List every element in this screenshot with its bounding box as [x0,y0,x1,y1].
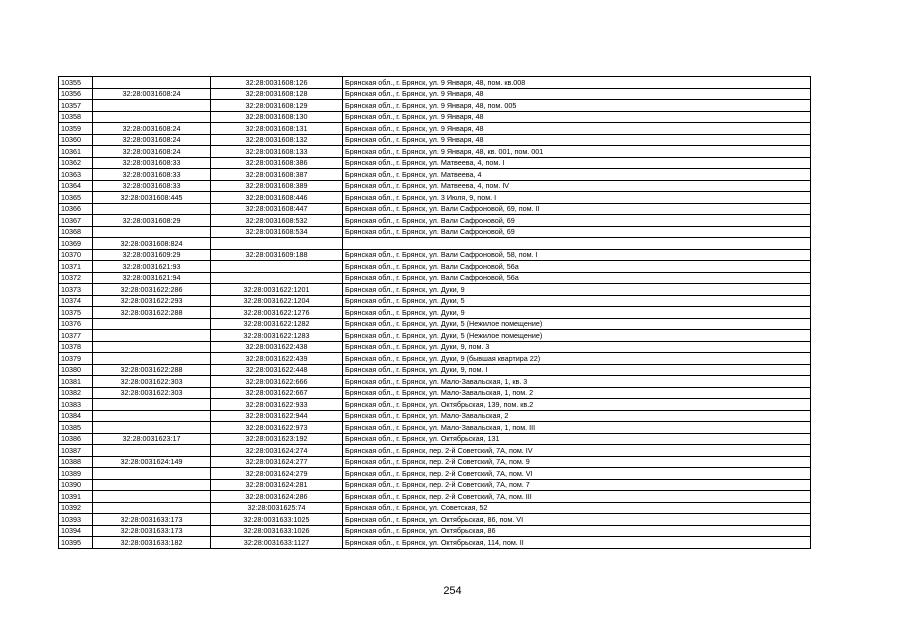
object-cadastral-number-cell: 32:28:0031622:1204 [211,295,343,307]
object-cadastral-number-cell: 32:28:0031622:667 [211,387,343,399]
row-number-cell: 10367 [59,215,93,227]
object-cadastral-number-cell: 32:28:0031622:1276 [211,307,343,319]
land-cadastral-number-cell [93,111,211,123]
address-cell: Брянская обл., г. Брянск, ул. Мало-Завальская, 1, кв. 3 [343,376,811,388]
address-cell: Брянская обл., г. Брянск, ул. Вали Сафроновой, 69 [343,226,811,238]
table-row [59,364,811,376]
object-cadastral-number-cell: 32:28:0031622:973 [211,422,343,434]
row-number-cell: 10376 [59,318,93,330]
row-number-cell: 10379 [59,353,93,365]
row-number-cell: 10375 [59,307,93,319]
object-cadastral-number-cell: 32:28:0031622:438 [211,341,343,353]
table-row [59,88,811,100]
address-cell: Брянская обл., г. Брянск, ул. Дуки, 9, пом. I [343,364,811,376]
object-cadastral-number-cell: 32:28:0031608:132 [211,134,343,146]
table-row [59,272,811,284]
table-row [59,192,811,204]
land-cadastral-number-cell: 32:28:0031622:303 [93,376,211,388]
table-row [59,502,811,514]
table-row [59,249,811,261]
table-row [59,226,811,238]
address-cell: Брянская обл., г. Брянск, ул. Октябрьская, 114, пом. II [343,537,811,549]
row-number-cell: 10358 [59,111,93,123]
land-cadastral-number-cell [93,468,211,480]
address-cell: Брянская обл., г. Брянск, ул. Октябрьская, 131 [343,433,811,445]
property-register-table [58,76,811,549]
table-row [59,261,811,273]
land-cadastral-number-cell: 32:28:0031608:824 [93,238,211,250]
row-number-cell: 10374 [59,295,93,307]
row-number-cell: 10368 [59,226,93,238]
object-cadastral-number-cell: 32:28:0031608:126 [211,77,343,89]
table-row [59,514,811,526]
land-cadastral-number-cell: 32:28:0031621:93 [93,261,211,273]
land-cadastral-number-cell: 32:28:0031608:33 [93,169,211,181]
row-number-cell: 10362 [59,157,93,169]
object-cadastral-number-cell [211,272,343,284]
object-cadastral-number-cell: 32:28:0031633:1026 [211,525,343,537]
address-cell: Брянская обл., г. Брянск, ул. Мало-Завальская, 1, пом. 2 [343,387,811,399]
table-row [59,445,811,457]
address-cell: Брянская обл., г. Брянск, ул. Матвеева, 4, пом. IV [343,180,811,192]
land-cadastral-number-cell [93,445,211,457]
table-row [59,169,811,181]
object-cadastral-number-cell: 32:28:0031622:439 [211,353,343,365]
table-row [59,215,811,227]
address-cell: Брянская обл., г. Брянск, ул. Мало-Завальская, 1, пом. III [343,422,811,434]
table-row [59,146,811,158]
object-cadastral-number-cell: 32:28:0031623:192 [211,433,343,445]
row-number-cell: 10387 [59,445,93,457]
object-cadastral-number-cell: 32:28:0031622:666 [211,376,343,388]
object-cadastral-number-cell: 32:28:0031622:1283 [211,330,343,342]
row-number-cell: 10369 [59,238,93,250]
row-number-cell: 10383 [59,399,93,411]
object-cadastral-number-cell: 32:28:0031608:534 [211,226,343,238]
row-number-cell: 10370 [59,249,93,261]
row-number-cell: 10363 [59,169,93,181]
object-cadastral-number-cell: 32:28:0031624:279 [211,468,343,480]
object-cadastral-number-cell [211,261,343,273]
object-cadastral-number-cell: 32:28:0031608:128 [211,88,343,100]
land-cadastral-number-cell: 32:28:0031633:173 [93,525,211,537]
row-number-cell: 10394 [59,525,93,537]
table-row [59,468,811,480]
row-number-cell: 10386 [59,433,93,445]
land-cadastral-number-cell: 32:28:0031608:33 [93,157,211,169]
object-cadastral-number-cell: 32:28:0031608:387 [211,169,343,181]
address-cell [343,238,811,250]
address-cell: Брянская обл., г. Брянск, пер. 2-й Советский, 7А, пом. VI [343,468,811,480]
address-cell: Брянская обл., г. Брянск, ул. Дуки, 9 [343,307,811,319]
address-cell: Брянская обл., г. Брянск, ул. Советская, 52 [343,502,811,514]
object-cadastral-number-cell: 32:28:0031624:281 [211,479,343,491]
object-cadastral-number-cell: 32:28:0031625:74 [211,502,343,514]
table-row [59,376,811,388]
table-row [59,295,811,307]
address-cell: Брянская обл., г. Брянск, ул. Дуки, 9, пом. 3 [343,341,811,353]
land-cadastral-number-cell [93,353,211,365]
address-cell: Брянская обл., г. Брянск, ул. Октябрьская, 86 [343,525,811,537]
object-cadastral-number-cell: 32:28:0031622:1201 [211,284,343,296]
address-cell: Брянская обл., г. Брянск, ул. Дуки, 9 (бывшая квартира 22) [343,353,811,365]
address-cell: Брянская обл., г. Брянск, ул. Дуки, 5 (Нежилое помещение) [343,330,811,342]
land-cadastral-number-cell: 32:28:0031621:94 [93,272,211,284]
land-cadastral-number-cell: 32:28:0031633:173 [93,514,211,526]
object-cadastral-number-cell: 32:28:0031608:133 [211,146,343,158]
object-cadastral-number-cell: 32:28:0031622:933 [211,399,343,411]
table-row [59,399,811,411]
row-number-cell: 10372 [59,272,93,284]
row-number-cell: 10357 [59,100,93,112]
land-cadastral-number-cell [93,491,211,503]
address-cell: Брянская обл., г. Брянск, ул. Октябрьская, 139, пом. кв.2 [343,399,811,411]
table-row [59,433,811,445]
land-cadastral-number-cell [93,226,211,238]
land-cadastral-number-cell: 32:28:0031624:149 [93,456,211,468]
table-row [59,203,811,215]
table-row [59,537,811,549]
land-cadastral-number-cell: 32:28:0031608:24 [93,123,211,135]
row-number-cell: 10380 [59,364,93,376]
object-cadastral-number-cell: 32:28:0031624:274 [211,445,343,457]
land-cadastral-number-cell [93,341,211,353]
address-cell: Брянская обл., г. Брянск, ул. Вали Сафроновой, 69, пом. II [343,203,811,215]
address-cell: Брянская обл., г. Брянск, пер. 2-й Советский, 7А, пом. 7 [343,479,811,491]
address-cell: Брянская обл., г. Брянск, ул. Матвеева, 4 [343,169,811,181]
land-cadastral-number-cell: 32:28:0031622:286 [93,284,211,296]
object-cadastral-number-cell: 32:28:0031608:447 [211,203,343,215]
address-cell: Брянская обл., г. Брянск, ул. Мало-Завальская, 2 [343,410,811,422]
address-cell: Брянская обл., г. Брянск, ул. 9 Января, 48 [343,134,811,146]
row-number-cell: 10381 [59,376,93,388]
land-cadastral-number-cell: 32:28:0031622:303 [93,387,211,399]
row-number-cell: 10393 [59,514,93,526]
row-number-cell: 10356 [59,88,93,100]
row-number-cell: 10377 [59,330,93,342]
object-cadastral-number-cell [211,238,343,250]
object-cadastral-number-cell: 32:28:0031633:1127 [211,537,343,549]
table-row [59,157,811,169]
row-number-cell: 10364 [59,180,93,192]
land-cadastral-number-cell [93,410,211,422]
row-number-cell: 10382 [59,387,93,399]
table-row [59,307,811,319]
row-number-cell: 10371 [59,261,93,273]
row-number-cell: 10388 [59,456,93,468]
table-row [59,353,811,365]
land-cadastral-number-cell [93,330,211,342]
object-cadastral-number-cell: 32:28:0031624:286 [211,491,343,503]
object-cadastral-number-cell: 32:28:0031609:188 [211,249,343,261]
row-number-cell: 10365 [59,192,93,204]
table-row [59,123,811,135]
address-cell: Брянская обл., г. Брянск, пер. 2-й Советский, 7А, пом. III [343,491,811,503]
land-cadastral-number-cell: 32:28:0031608:24 [93,146,211,158]
table-row [59,77,811,89]
row-number-cell: 10355 [59,77,93,89]
row-number-cell: 10391 [59,491,93,503]
address-cell: Брянская обл., г. Брянск, ул. Вали Сафроновой, 56а [343,272,811,284]
land-cadastral-number-cell: 32:28:0031608:24 [93,88,211,100]
object-cadastral-number-cell: 32:28:0031622:944 [211,410,343,422]
table-row [59,180,811,192]
address-cell: Брянская обл., г. Брянск, ул. Дуки, 5 [343,295,811,307]
table-row [59,341,811,353]
table-row [59,479,811,491]
row-number-cell: 10359 [59,123,93,135]
table-row [59,100,811,112]
table-row [59,238,811,250]
object-cadastral-number-cell: 32:28:0031608:130 [211,111,343,123]
object-cadastral-number-cell: 32:28:0031608:131 [211,123,343,135]
row-number-cell: 10392 [59,502,93,514]
land-cadastral-number-cell: 32:28:0031622:288 [93,307,211,319]
land-cadastral-number-cell: 32:28:0031609:29 [93,249,211,261]
address-cell: Брянская обл., г. Брянск, ул. Вали Сафроновой, 58, пом. I [343,249,811,261]
table-row [59,134,811,146]
address-cell: Брянская обл., г. Брянск, ул. Матвеева, 4, пом. I [343,157,811,169]
land-cadastral-number-cell: 32:28:0031633:182 [93,537,211,549]
row-number-cell: 10395 [59,537,93,549]
address-cell: Брянская обл., г. Брянск, ул. Дуки, 5 (Нежилое помещение) [343,318,811,330]
address-cell: Брянская обл., г. Брянск, ул. Вали Сафроновой, 69 [343,215,811,227]
address-cell: Брянская обл., г. Брянск, пер. 2-й Советский, 7А, пом. IV [343,445,811,457]
address-cell: Брянская обл., г. Брянск, ул. Вали Сафроновой, 56а [343,261,811,273]
object-cadastral-number-cell: 32:28:0031608:446 [211,192,343,204]
address-cell: Брянская обл., г. Брянск, ул. 9 Января, 48, пом. кв.008 [343,77,811,89]
object-cadastral-number-cell: 32:28:0031622:1282 [211,318,343,330]
land-cadastral-number-cell [93,203,211,215]
table-row [59,422,811,434]
table-row [59,318,811,330]
object-cadastral-number-cell: 32:28:0031633:1025 [211,514,343,526]
row-number-cell: 10389 [59,468,93,480]
address-cell: Брянская обл., г. Брянск, ул. 3 Июля, 9, пом. I [343,192,811,204]
row-number-cell: 10384 [59,410,93,422]
land-cadastral-number-cell: 32:28:0031608:445 [93,192,211,204]
land-cadastral-number-cell [93,422,211,434]
row-number-cell: 10361 [59,146,93,158]
table-row [59,456,811,468]
address-cell: Брянская обл., г. Брянск, ул. 9 Января, 48 [343,111,811,123]
object-cadastral-number-cell: 32:28:0031608:129 [211,100,343,112]
land-cadastral-number-cell: 32:28:0031608:29 [93,215,211,227]
object-cadastral-number-cell: 32:28:0031608:389 [211,180,343,192]
table-row [59,330,811,342]
address-cell: Брянская обл., г. Брянск, пер. 2-й Советский, 7А, пом. 9 [343,456,811,468]
land-cadastral-number-cell [93,479,211,491]
row-number-cell: 10390 [59,479,93,491]
land-cadastral-number-cell: 32:28:0031622:293 [93,295,211,307]
land-cadastral-number-cell: 32:28:0031608:33 [93,180,211,192]
land-cadastral-number-cell [93,502,211,514]
land-cadastral-number-cell [93,77,211,89]
object-cadastral-number-cell: 32:28:0031624:277 [211,456,343,468]
object-cadastral-number-cell: 32:28:0031608:532 [211,215,343,227]
table-row [59,525,811,537]
table-body [59,77,811,549]
land-cadastral-number-cell [93,100,211,112]
table-row [59,410,811,422]
row-number-cell: 10366 [59,203,93,215]
land-cadastral-number-cell: 32:28:0031608:24 [93,134,211,146]
table-row [59,491,811,503]
object-cadastral-number-cell: 32:28:0031622:448 [211,364,343,376]
table-row [59,284,811,296]
table-row [59,387,811,399]
table-row [59,111,811,123]
address-cell: Брянская обл., г. Брянск, ул. Октябрьская, 86, пом. VI [343,514,811,526]
land-cadastral-number-cell: 32:28:0031622:288 [93,364,211,376]
row-number-cell: 10360 [59,134,93,146]
row-number-cell: 10385 [59,422,93,434]
land-cadastral-number-cell: 32:28:0031623:17 [93,433,211,445]
address-cell: Брянская обл., г. Брянск, ул. Дуки, 9 [343,284,811,296]
object-cadastral-number-cell: 32:28:0031608:386 [211,157,343,169]
row-number-cell: 10373 [59,284,93,296]
address-cell: Брянская обл., г. Брянск, ул. 9 Января, 48, пом. 005 [343,100,811,112]
row-number-cell: 10378 [59,341,93,353]
address-cell: Брянская обл., г. Брянск, ул. 9 Января, 48 [343,88,811,100]
land-cadastral-number-cell [93,399,211,411]
land-cadastral-number-cell [93,318,211,330]
page-number: 254 [443,585,462,597]
address-cell: Брянская обл., г. Брянск, ул. 9 Января, 48 [343,123,811,135]
address-cell: Брянская обл., г. Брянск, ул. 9 Января, 48, кв. 001, пом. 001 [343,146,811,158]
